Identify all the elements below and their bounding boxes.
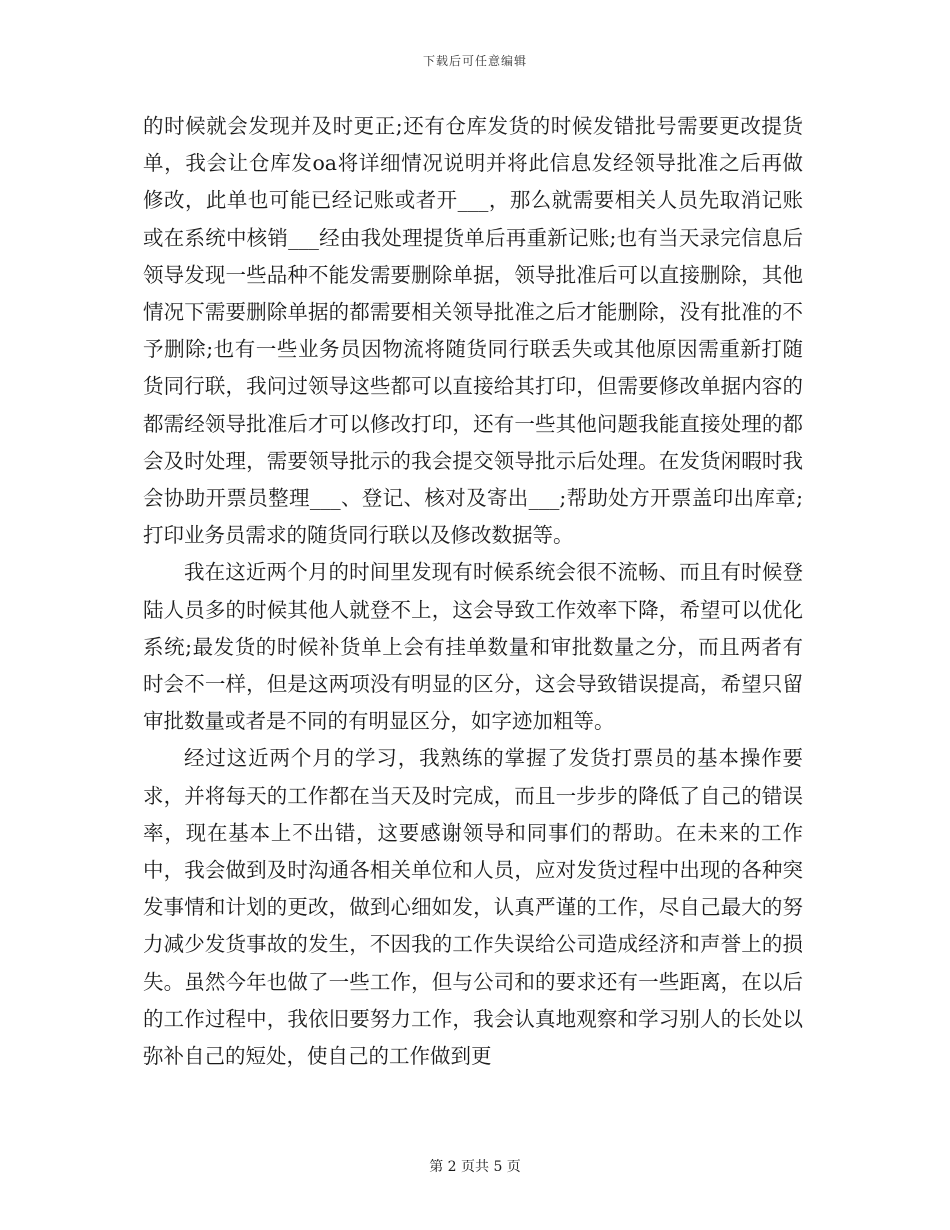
paragraph-3: 经过这近两个月的学习，我熟练的掌握了发货打票员的基本操作要求，并将每天的工作都在当天及时完成，而且一步步的降低了自己的错误率，现在基本上不出错，这要感谢领导和同事们的帮助。在未来的工作中，我会做到及时沟通各相关单位和人员，应对发货过程中出现的各种突发事情和计划的更改，做到心细如发，认真严谨的工作，尽自己最大的努力减少发货事故的发生，不因我的工作失误给公司造成经济和声誉上的损失。虽然今年也做了一些工作，但与公司和的要求还有一些距离，在以后的工作过程中，我依旧要努力工作，我会认真地观察和学习别人的长处以弥补自己的短处，使自己的工作做到更	[143, 746, 803, 1069]
paragraph-1: 的时候就会发现并及时更正;还有仓库发货的时候发错批号需要更改提货单，我会让仓库发oa将详细情况说明并将此信息发经领导批准之后再做修改，此单也可能已经记账或者开___，那么就需要相关人员先取消记账或在系统中核销___经由我处理提货单后再重新记账;也有当天录完信息后领导发现一些品种不能发需要删除单据，领导批准后可以直接删除，其他情况下需要删除单据的都需要相关领导批准之后才能删除，没有批准的不予删除;也有一些业务员因物流将随货同行联丢失或其他原因需重新打随货同行联，我问过领导这些都可以直接给其打印，但需要修改单据内容的都需经领导批准后才可以修改打印，还有一些其他问题我能直接处理的都会及时处理，需要领导批示的我会提交领导批示后处理。在发货闲暇时我会协助开票员整理___、登记、核对及寄出___;帮助处方开票盖印出库章;打印业务员需求的随货同行联以及修改数据等。	[143, 114, 803, 548]
paragraph-2: 我在这近两个月的时间里发现有时候系统会很不流畅、而且有时候登陆人员多的时候其他人就登不上，这会导致工作效率下降，希望可以优化系统;最发货的时候补货单上会有挂单数量和审批数量之分，而且两者有时会不一样，但是这两项没有明显的区分，这会导致错误提高，希望只留审批数量或者是不同的有明显区分，如字迹加粗等。	[143, 560, 803, 734]
document-body	[143, 108, 803, 1075]
page-header: 下载后可任意编辑	[422, 54, 527, 68]
page-number-footer: 第 2 页共 5 页	[429, 1159, 521, 1175]
